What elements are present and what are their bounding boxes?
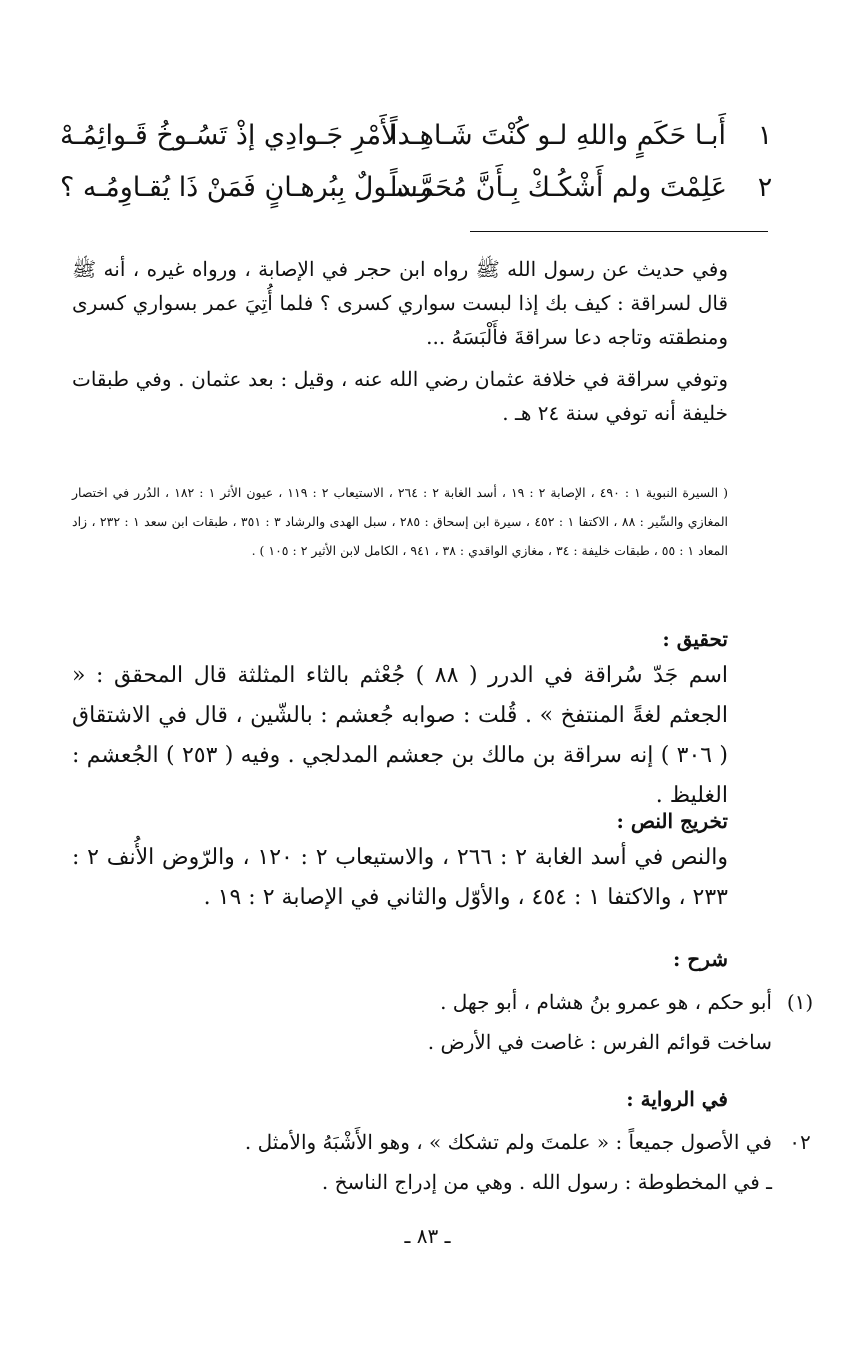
intro-section: [72, 252, 728, 430]
riwaya-line: ـ في المخطوطة : رسول الله . وهي من إدراج الناسخ .: [321, 1170, 772, 1194]
verse-number: ٢: [757, 172, 773, 203]
takhrij-text: والنص في أسد الغابة ٢ : ٢٦٦ ، والاستيعاب ٢ : ١٢٠ ، والرّوض الأُنف ٢ : ٢٣٣ ، والاكتفا ١ : ٤٥٤ ، والأوّل والثاني في الإصابة ٢ : ١٩ .: [72, 845, 729, 910]
verse-row: [60, 170, 780, 210]
verse-number: ١: [757, 120, 773, 151]
separator-rule: [470, 231, 768, 232]
verse-row: [60, 118, 780, 158]
death-paragraph: وتوفي سراقة في خلافة عثمان رضي الله عنه ، وقيل : بعد عثمان . وفي طبقات خليفة أنه توفي سنة ٢٤ هـ .: [72, 367, 728, 425]
verse-first-hemistich: أَبـا حَكَمٍ واللهِ لـو كُنْتَ شَـاهِـداً: [390, 120, 726, 151]
sharh-section: [72, 982, 814, 1062]
riwaya-section: [72, 1122, 811, 1202]
sharh-heading-block: [72, 942, 728, 976]
tahqiq-section: [72, 622, 728, 816]
verse-first-hemistich: عَلِمْتَ ولم أَشْكُـكْ بِـأَنَّ مُحَمَّـداً: [390, 172, 727, 203]
riwaya-heading-block: [72, 1082, 728, 1116]
sharh-line: أبو حكم ، هو عمرو بنُ هشام ، أبو جهل .: [440, 990, 772, 1014]
takhrij-heading: تخريج النص :: [616, 809, 728, 833]
tahqiq-text: اسم جَدّ سُراقة في الدرر ( ٨٨ ) جُعْثم بالثاء المثلثة قال المحقق : « الجعثم لغةً المنتفخ » . قُلت : صوابه جُعشم : بالشّين ، قال في الاشتقاق ( ٣٠٦ ) إنه سراقة بن مالك بن جعشم المدلجي . وفيه ( ٢٥٣ ) الجُعشم : الغليظ .: [72, 663, 729, 808]
verse-second-hemistich: لأَمْرِ جَـوادِي إذْ تَسُـوخُ قَـوائِمُـهْ: [60, 120, 397, 151]
hadith-paragraph: وفي حديث عن رسول الله ﷺ رواه ابن حجر في الإصابة ، ورواه غيره ، أنه ﷺ قال لسراقة : كيف بك إذا لبست سواري كسرى ؟ فلما أُتِيَ عمر بسواري كسرى ومنطقته وتاجه دعا سراقةَ فأَلْبَسَهُ ...: [72, 257, 728, 349]
verse-second-hemistich: رسـولٌ بِبُرهـانٍ فَمَنْ ذَا يُقـاوِمُـه ؟: [60, 172, 431, 203]
tahqiq-heading: تحقيق :: [662, 627, 728, 651]
riwaya-heading: في الرواية :: [626, 1087, 728, 1111]
riwaya-line: في الأصول جميعاً : « علمتَ ولم تشكك » ، وهو الأَشْبَهُ والأمثل .: [244, 1130, 772, 1154]
takhrij-section: [72, 804, 728, 918]
sharh-heading: شرح :: [672, 947, 728, 971]
sharh-number: (١): [786, 990, 814, 1014]
sources-section: [72, 478, 728, 565]
sharh-line: ساخت قوائم الفرس : غاصت في الأرض .: [427, 1030, 772, 1054]
sources-list: ( السيرة النبوية ١ : ٤٩٠ ، الإصابة ٢ : ١٩ ، أسد الغابة ٢ : ٢٦٤ ، الاستيعاب ٢ : ١١٩ ، عيون الأثر ١ : ١٨٢ ، الدُرر في اختصار المغازي والسِّير : ٨٨ ، الاكتفا ١ : ٤٥٢ ، سيرة ابن إسحاق : ٢٨٥ ، سبل الهدى والرشاد ٣ : ٣٥١ ، طبقات ابن سعد ١ : ٢٣٢ ، زاد المعاد ١ : ٥٥ ، طبقات خليفة : ٣٤ ، مغازي الواقدي : ٣٨ ، ٩٤١ ، الكامل لابن الأثير ٢ : ١٠٥ ) .: [72, 485, 728, 558]
page-number: ـ ٨٣ ـ: [404, 1224, 451, 1248]
riwaya-number: ٠٢: [789, 1130, 811, 1154]
